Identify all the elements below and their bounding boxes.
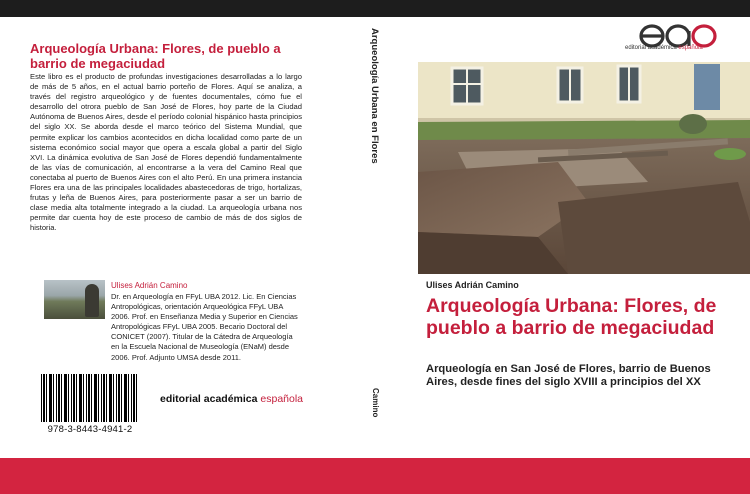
back-publisher-name: [160, 393, 303, 405]
spine-author: Camino: [371, 388, 380, 418]
publisher-main: editorial académica: [160, 393, 261, 405]
bottom-band: [0, 458, 750, 494]
publisher-accent: española: [260, 393, 304, 405]
front-subtitle: Arqueología en San José de Flores, barrio de Buenos Aires, desde fines del siglo XVIII a principios del XX: [426, 363, 711, 388]
logo-text: [625, 45, 703, 51]
logo-text-main: editorial académica: [625, 45, 679, 51]
back-cover-title: Arqueología Urbana: Flores, de pueblo a barrio de megaciudad: [30, 41, 281, 71]
front-author: Ulises Adrián Camino: [426, 280, 519, 290]
spine-title: Arqueología Urbana en Flores: [369, 28, 380, 164]
author-bio: Dr. en Arqueología en FFyL UBA 2012. Lic. En Ciencias Antropológicas, orientación Arqueológica FFyL UBA 2006. Prof. en Enseñanza Media y Superior en Ciencias Antropológicas FFyL UBA 2005. Becario Doctoral del CONICET (2007). Titular de la Cátedra de Arqueología en la Escuela Nacional de Museología (ENaM) desde 2006. Prof. Adjunto UMSA desde 2011.: [111, 292, 298, 362]
top-band: [0, 0, 750, 17]
front-title: Arqueología Urbana: Flores, de pueblo a barrio de megaciudad: [426, 295, 717, 339]
author-photo: [44, 280, 105, 319]
cover-photo-excavation: [418, 62, 750, 274]
author-figure: [85, 284, 99, 317]
barcode: [41, 374, 139, 422]
logo-text-accent: española: [678, 45, 703, 51]
isbn: 978-3-8443-4941-2: [47, 424, 133, 435]
back-cover-description: Este libro es el producto de profundas investigaciones desarrolladas a lo largo de más de 5 años, en el actual barrio porteño de Flores. Aquí se analiza, a través del registro arqueológico y de fuentes documentales, cómo fue el desarrollo del otrora pueblo de San José de Flores, hoy parte de la Ciudad Autónoma de Buenos Aires, desde el período colonial hispánico hasta principios del siglo XX. Se aborda desde el marco teórico del Sistema Mundial, que permite explicar los cambios acontecidos en dicha localidad como parte de un sistema económico social mayor que opera a escala global a partir del Siglo XVI. La dinámica evolutiva de San José de Flores dependió fundamentalmente de las vías de comunicación, al encontrarse a la vera del Camino Real que conectaba al puerto de Buenos Aires con el alto Perú. En una primera instancia Flores era una de las principales localidades abastecedoras de trigo, hortalizas, frutas y leña de Buenos Aires, para posteriormente pasar a ser un barrio de clase media alta totalmente integrado a la ciudad. La arqueología urbana nos permite dar cuenta hoy de este proceso de cambio de más de dos siglos de historia.: [30, 72, 302, 233]
back-author-name: Ulises Adrián Camino: [111, 281, 188, 290]
